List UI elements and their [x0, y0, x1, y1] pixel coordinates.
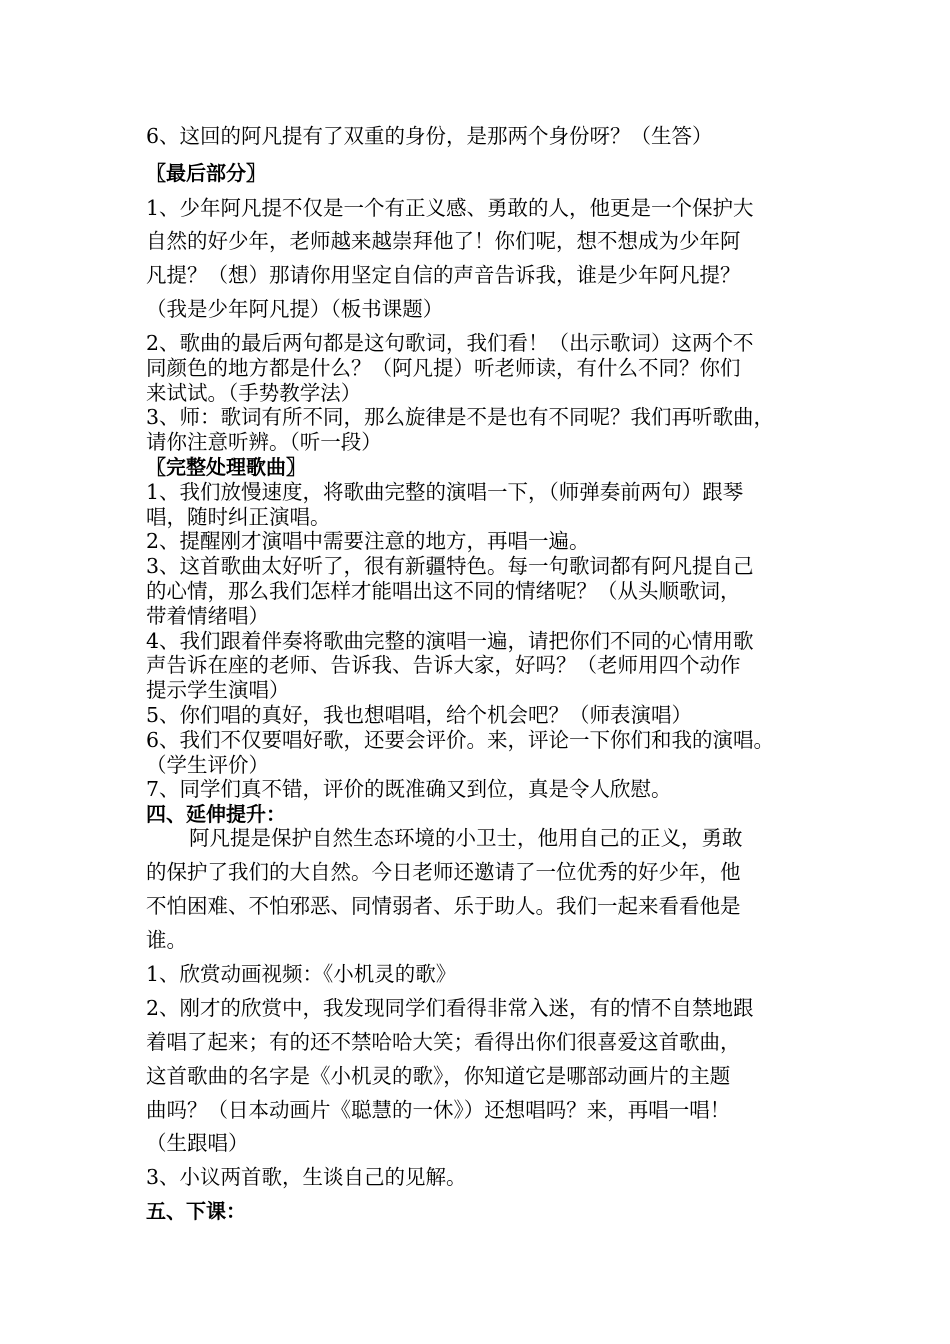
text-line: 的心情，那么我们怎样才能唱出这不同的情绪呢？（从头顺歌词， [146, 579, 741, 603]
text-line: 3、小议两首歌，生谈自己的见解。 [146, 1165, 467, 1189]
text-line: 2、歌曲的最后两句都是这句歌词，我们看！（出示歌词）这两个不 [146, 331, 754, 355]
text-line: 3、师：歌词有所不同，那么旋律是不是也有不同呢？我们再听歌曲， [146, 405, 775, 429]
text-line: 6、这回的阿凡提有了双重的身份，是那两个身份呀？（生答） [146, 124, 713, 148]
text-line: 唱，随时纠正演唱。 [146, 505, 331, 529]
section-heading: 〖完整处理歌曲〗 [146, 455, 306, 479]
text-line: 来试试。（手势教学法） [146, 381, 362, 405]
text-line: 7、同学们真不错，评价的既准确又到位，真是令人欣慰。 [146, 777, 672, 801]
section-heading: 四、延伸提升： [146, 802, 286, 826]
text-line: 的保护了我们的大自然。今日老师还邀请了一位优秀的好少年，他 [146, 860, 741, 884]
text-line: 曲吗？（日本动画片《聪慧的一休》）还想唱吗？来，再唱一唱！ [146, 1098, 731, 1122]
text-line: 6、我们不仅要唱好歌，还要会评价。来，评论一下你们和我的演唱。 [146, 728, 775, 752]
text-line: 自然的好少年，老师越来越崇拜他了！你们呢，想不想成为少年阿 [146, 229, 741, 253]
text-line: 声告诉在座的老师、告诉我、告诉大家，好吗？（老师用四个动作 [146, 653, 741, 677]
text-line: 着唱了起来；有的还不禁哈哈大笑；看得出你们很喜爱这首歌曲， [146, 1030, 741, 1054]
text-line: 1、我们放慢速度，将歌曲完整的演唱一下，（师弹奏前两句）跟琴 [146, 480, 744, 504]
text-line: （我是少年阿凡提）（板书课题） [146, 297, 444, 321]
text-line: 4、我们跟着伴奏将歌曲完整的演唱一遍，请把你们不同的心情用歌 [146, 629, 754, 653]
text-line: 同颜色的地方都是什么？（阿凡提）听老师读，有什么不同？你们 [146, 356, 741, 380]
text-line: 谁。 [146, 928, 187, 952]
text-line: 带着情绪唱） [146, 604, 269, 628]
text-line: 1、欣赏动画视频：《小机灵的歌》 [146, 962, 457, 986]
text-line: 不怕困难、不怕邪恶、同情弱者、乐于助人。我们一起来看看他是 [146, 894, 741, 918]
text-line: 阿凡提是保护自然生态环境的小卫士，他用自己的正义，勇敢 [189, 826, 743, 850]
text-line: 5、你们唱的真好，我也想唱唱，给个机会吧？（师表演唱） [146, 703, 693, 727]
text-line: 1、少年阿凡提不仅是一个有正义感、勇敢的人，他更是一个保护大 [146, 196, 754, 220]
text-line: 提示学生演唱） [146, 678, 290, 702]
section-heading: 五、下课： [146, 1199, 246, 1223]
text-line: （学生评价） [146, 753, 269, 777]
text-line: （生跟唱） [146, 1131, 249, 1155]
text-line: 请你注意听辨。（听一段） [146, 430, 382, 454]
text-line: 2、刚才的欣赏中，我发现同学们看得非常入迷，有的情不自禁地跟 [146, 996, 754, 1020]
text-line: 这首歌曲的名字是《小机灵的歌》，你知道它是哪部动画片的主题 [146, 1064, 731, 1088]
text-line: 3、这首歌曲太好听了，很有新疆特色。每一句歌词都有阿凡提自己 [146, 554, 754, 578]
section-heading: 〖最后部分〗 [146, 161, 266, 185]
text-line: 凡提？（想）那请你用坚定自信的声音告诉我，谁是少年阿凡提？ [146, 263, 741, 287]
text-line: 2、提醒刚才演唱中需要注意的地方，再唱一遍。 [146, 529, 590, 553]
